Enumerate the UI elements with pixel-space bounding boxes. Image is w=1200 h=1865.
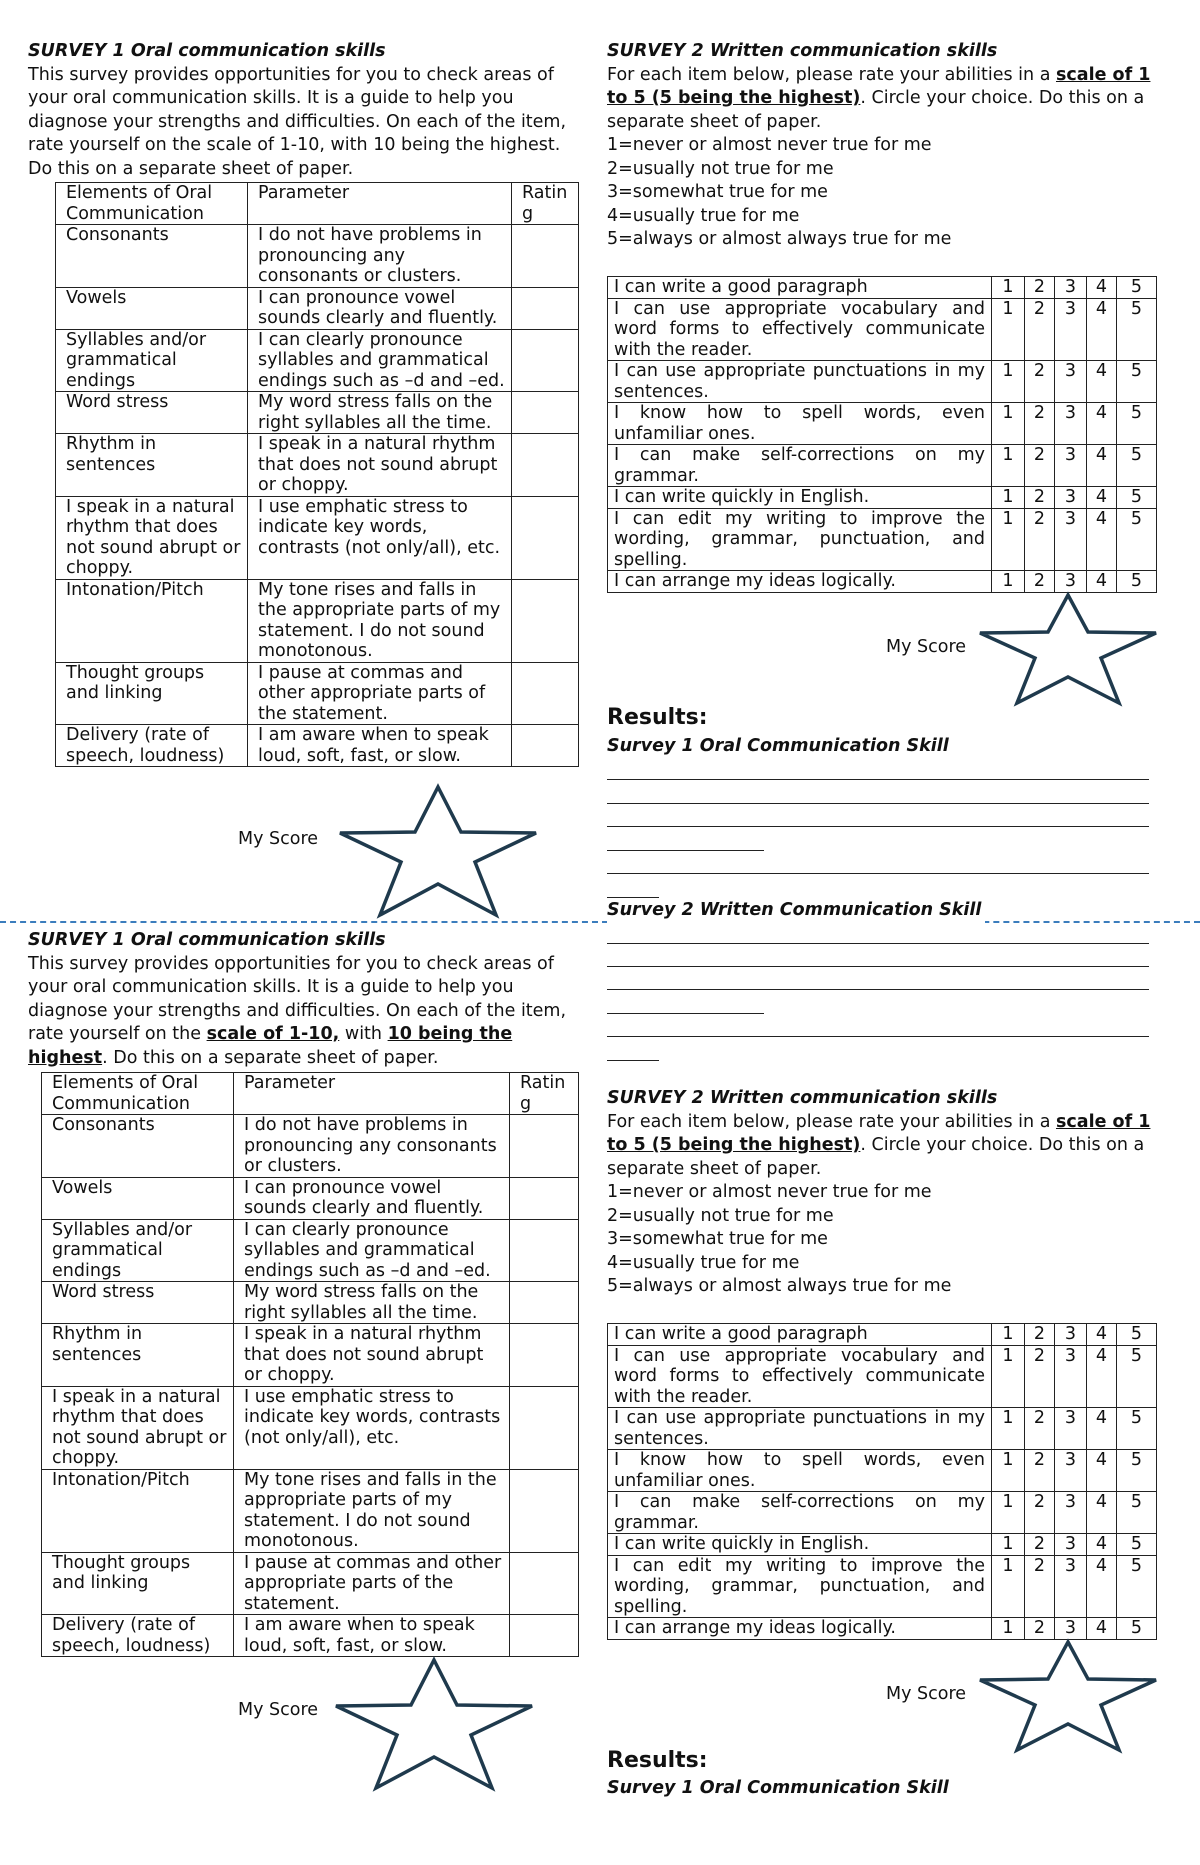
answer-line: [607, 943, 1149, 944]
legend-3: 3=somewhat true for me: [607, 1229, 828, 1249]
scale-4: 4: [1087, 508, 1117, 571]
answer-line: [607, 850, 764, 851]
scale-4: 4: [1087, 298, 1117, 361]
rating-cell: [510, 1615, 579, 1657]
scale-5: 5: [1117, 1555, 1157, 1618]
score-star-icon: [976, 591, 1160, 707]
written-my-score-label: My Score: [886, 637, 967, 657]
score-star-icon: [332, 1656, 536, 1792]
legend-4: 4=usually true for me: [607, 1252, 800, 1273]
table-row: [42, 1386, 579, 1469]
scale-3: 3: [1055, 1555, 1087, 1618]
item-cell: I can edit my writing to improve the wording, grammar, punctuation, and spelling.: [608, 1555, 992, 1618]
table-row: [608, 508, 1157, 571]
written-survey-b: [607, 1087, 1155, 1299]
table-row: [42, 1469, 579, 1552]
scale-2: 2: [1025, 1618, 1055, 1640]
scale-4: 4: [1087, 1492, 1117, 1534]
table-row: [608, 1555, 1157, 1618]
scale-3: 3: [1055, 445, 1087, 487]
answer-line: [607, 826, 1149, 827]
header-rating: Rating: [510, 1073, 579, 1115]
written-my-score-label: My Score: [886, 1684, 967, 1704]
results-survey1-label: Survey 1 Oral Communication Skill: [607, 736, 949, 756]
oral-my-score-label: My Score: [238, 1700, 319, 1720]
rating-cell: [512, 662, 579, 725]
legend-1: 1=never or almost never true for me: [607, 1182, 932, 1202]
item-cell: I know how to spell words, even unfamiliar ones.: [608, 1450, 992, 1492]
rating-cell: [510, 1552, 579, 1615]
legend-5: 5=always or almost always true for me: [607, 229, 952, 249]
scale-3: 3: [1055, 1345, 1087, 1408]
scale-2: 2: [1025, 1450, 1055, 1492]
scale-5: 5: [1117, 403, 1157, 445]
scale-3: 3: [1055, 1450, 1087, 1492]
scale-2: 2: [1025, 1492, 1055, 1534]
scale-4: 4: [1087, 1618, 1117, 1640]
table-row: [42, 1615, 579, 1657]
parameter-cell: I can pronounce vowel sounds clearly and fluently.: [234, 1177, 510, 1219]
table-row: [56, 496, 579, 579]
answer-line: [607, 1013, 764, 1014]
oral-table-b: [41, 1072, 579, 1657]
scale-5: 5: [1117, 1618, 1157, 1640]
scale-4: 4: [1087, 1450, 1117, 1492]
item-cell: I can use appropriate punctuations in my sentences.: [608, 1408, 992, 1450]
parameter-cell: I am aware when to speak loud, soft, fast, or slow.: [234, 1615, 510, 1657]
scale-2: 2: [1025, 1345, 1055, 1408]
element-cell: Thought groups and linking: [42, 1552, 234, 1615]
answer-line: [607, 803, 1149, 804]
table-row: [608, 1324, 1157, 1346]
table-row: [56, 662, 579, 725]
table-row: [608, 487, 1157, 509]
scale-1: 1: [992, 1618, 1025, 1640]
table-row: [608, 1450, 1157, 1492]
scale-4: 4: [1087, 445, 1117, 487]
scale-2: 2: [1025, 1408, 1055, 1450]
rating-cell: [510, 1115, 579, 1178]
parameter-cell: I pause at commas and other appropriate parts of the statement.: [248, 662, 512, 725]
table-row: [608, 403, 1157, 445]
rating-cell: [510, 1282, 579, 1324]
scale-3: 3: [1055, 277, 1087, 299]
answer-line: [607, 989, 1149, 990]
scale-3: 3: [1055, 403, 1087, 445]
scale-2: 2: [1025, 277, 1055, 299]
item-cell: I know how to spell words, even unfamiliar ones.: [608, 403, 992, 445]
item-cell: I can write a good paragraph: [608, 277, 992, 299]
rating-cell: [512, 225, 579, 288]
scale-1: 1: [992, 445, 1025, 487]
scale-4: 4: [1087, 277, 1117, 299]
table-row: [608, 1408, 1157, 1450]
parameter-cell: My tone rises and falls in the appropriate parts of my statement. I do not sound monotonous.: [248, 579, 512, 662]
table-row: [42, 1177, 579, 1219]
table-row: [608, 445, 1157, 487]
item-cell: I can arrange my ideas logically.: [608, 571, 992, 593]
rating-cell: [512, 496, 579, 579]
rating-cell: [512, 329, 579, 392]
written-survey-intro: For each item below, please rate your abilities in a scale of 1 to 5 (5 being the highest). Circle your choice. Do this on a separate sheet of paper.: [607, 64, 1151, 132]
results-survey1-label: Survey 1 Oral Communication Skill: [607, 1778, 949, 1798]
scale-1: 1: [992, 508, 1025, 571]
rating-cell: [510, 1219, 579, 1282]
item-cell: I can write a good paragraph: [608, 1324, 992, 1346]
element-cell: Delivery (rate of speech, loudness): [42, 1615, 234, 1657]
scale-2: 2: [1025, 487, 1055, 509]
table-row: [56, 725, 579, 767]
legend-1: 1=never or almost never true for me: [607, 135, 932, 155]
scale-2: 2: [1025, 1534, 1055, 1556]
scale-1: 1: [992, 298, 1025, 361]
scale-5: 5: [1117, 1450, 1157, 1492]
element-cell: Syllables and/or grammatical endings: [42, 1219, 234, 1282]
header-parameter: Parameter: [248, 183, 512, 225]
scale-2: 2: [1025, 445, 1055, 487]
scale-4: 4: [1087, 361, 1117, 403]
scale-1: 1: [992, 403, 1025, 445]
legend-3: 3=somewhat true for me: [607, 182, 828, 202]
oral-survey-b: [28, 929, 580, 1070]
scale-5: 5: [1117, 445, 1157, 487]
item-cell: I can use appropriate vocabulary and word forms to effectively communicate with the reader.: [608, 1345, 992, 1408]
scale-1: 1: [992, 1534, 1025, 1556]
table-row: [56, 579, 579, 662]
table-row: [56, 434, 579, 497]
parameter-cell: I use emphatic stress to indicate key words, contrasts (not only/all), etc.: [248, 496, 512, 579]
scale-1: 1: [992, 277, 1025, 299]
table-row: [56, 329, 579, 392]
rating-cell: [510, 1324, 579, 1387]
scale-2: 2: [1025, 1324, 1055, 1346]
element-cell: Rhythm in sentences: [42, 1324, 234, 1387]
scale-4: 4: [1087, 403, 1117, 445]
item-cell: I can make self-corrections on my grammar.: [608, 445, 992, 487]
parameter-cell: My word stress falls on the right syllables all the time.: [234, 1282, 510, 1324]
table-row: [608, 277, 1157, 299]
element-cell: Rhythm in sentences: [56, 434, 248, 497]
scale-4: 4: [1087, 1534, 1117, 1556]
table-row: [42, 1282, 579, 1324]
cut-line: [0, 921, 1200, 923]
element-cell: I speak in a natural rhythm that does not sound abrupt or choppy.: [56, 496, 248, 579]
item-cell: I can write quickly in English.: [608, 487, 992, 509]
results-heading: Results:: [607, 705, 708, 730]
scale-3: 3: [1055, 1618, 1087, 1640]
header-elements: Elements of Oral Communication: [56, 183, 248, 225]
rating-cell: [512, 725, 579, 767]
scale-3: 3: [1055, 508, 1087, 571]
rating-cell: [512, 579, 579, 662]
parameter-cell: My word stress falls on the right syllables all the time.: [248, 392, 512, 434]
legend-5: 5=always or almost always true for me: [607, 1276, 952, 1296]
item-cell: I can write quickly in English.: [608, 1534, 992, 1556]
scale-1: 1: [992, 1324, 1025, 1346]
table-row: [608, 571, 1157, 593]
scale-4: 4: [1087, 1555, 1117, 1618]
element-cell: Intonation/Pitch: [56, 579, 248, 662]
table-row: [42, 1324, 579, 1387]
item-cell: I can arrange my ideas logically.: [608, 1618, 992, 1640]
element-cell: Word stress: [42, 1282, 234, 1324]
table-row: [608, 1534, 1157, 1556]
element-cell: Delivery (rate of speech, loudness): [56, 725, 248, 767]
element-cell: Thought groups and linking: [56, 662, 248, 725]
table-row: [42, 1552, 579, 1615]
table-row: [608, 1618, 1157, 1640]
scale-2: 2: [1025, 361, 1055, 403]
parameter-cell: I use emphatic stress to indicate key words, contrasts (not only/all), etc.: [234, 1386, 510, 1469]
written-survey-a: [607, 40, 1155, 252]
scale-3: 3: [1055, 1534, 1087, 1556]
item-cell: I can edit my writing to improve the wording, grammar, punctuation, and spelling.: [608, 508, 992, 571]
scale-1: 1: [992, 1555, 1025, 1618]
results-heading: Results:: [607, 1748, 708, 1773]
parameter-cell: My tone rises and falls in the appropriate parts of my statement. I do not sound monotonous.: [234, 1469, 510, 1552]
scale-1: 1: [992, 571, 1025, 593]
scale-5: 5: [1117, 298, 1157, 361]
table-row: [56, 392, 579, 434]
scale-4: 4: [1087, 1345, 1117, 1408]
oral-survey-intro: This survey provides opportunities for you to check areas of your oral communication skills. It is a guide to help you diagnose your strengths and difficulties. On each of the item, rate yourself on the scale of 1-10, with 10 being the highest. Do this on a separate sheet of paper.: [28, 64, 567, 179]
scale-3: 3: [1055, 571, 1087, 593]
scale-4: 4: [1087, 1324, 1117, 1346]
table-row: [608, 1492, 1157, 1534]
scale-3: 3: [1055, 298, 1087, 361]
oral-my-score-label: My Score: [238, 829, 319, 849]
scale-3: 3: [1055, 487, 1087, 509]
answer-line: [607, 897, 659, 898]
legend-2: 2=usually not true for me: [607, 158, 834, 179]
element-cell: Vowels: [42, 1177, 234, 1219]
element-cell: Consonants: [56, 225, 248, 288]
item-cell: I can make self-corrections on my grammar.: [608, 1492, 992, 1534]
scale-4: 4: [1087, 487, 1117, 509]
scale-5: 5: [1117, 508, 1157, 571]
scale-1: 1: [992, 361, 1025, 403]
scale-3: 3: [1055, 1324, 1087, 1346]
written-survey-intro: For each item below, please rate your abilities in a scale of 1 to 5 (5 being the highest). Circle your choice. Do this on a separate sheet of paper.: [607, 1111, 1151, 1179]
legend-2: 2=usually not true for me: [607, 1205, 834, 1226]
parameter-cell: I am aware when to speak loud, soft, fast, or slow.: [248, 725, 512, 767]
rating-cell: [510, 1469, 579, 1552]
answer-line: [607, 1036, 1149, 1037]
score-star-icon: [976, 1638, 1160, 1754]
table-row: [608, 298, 1157, 361]
scale-4: 4: [1087, 1408, 1117, 1450]
element-cell: Vowels: [56, 287, 248, 329]
parameter-cell: I can clearly pronounce syllables and grammatical endings such as –d and –ed.: [248, 329, 512, 392]
answer-line: [607, 873, 1149, 874]
table-row: [42, 1115, 579, 1178]
oral-survey-title: SURVEY 1 Oral communication skills: [28, 41, 386, 61]
rating-cell: [510, 1386, 579, 1469]
oral-table-a: [55, 182, 579, 767]
written-survey-title: SURVEY 2 Written communication skills: [607, 1088, 998, 1108]
answer-line: [607, 779, 1149, 780]
header-parameter: Parameter: [234, 1073, 510, 1115]
element-cell: Word stress: [56, 392, 248, 434]
scale-1: 1: [992, 1492, 1025, 1534]
scale-1: 1: [992, 1408, 1025, 1450]
scale-5: 5: [1117, 571, 1157, 593]
written-survey-title: SURVEY 2 Written communication skills: [607, 41, 998, 61]
table-header-row: [56, 183, 579, 225]
rating-cell: [512, 392, 579, 434]
item-cell: I can use appropriate vocabulary and word forms to effectively communicate with the reader.: [608, 298, 992, 361]
scale-1: 1: [992, 487, 1025, 509]
parameter-cell: I speak in a natural rhythm that does not sound abrupt or choppy.: [248, 434, 512, 497]
element-cell: I speak in a natural rhythm that does not sound abrupt or choppy.: [42, 1386, 234, 1469]
score-star-icon: [336, 783, 540, 919]
answer-line: [607, 1060, 659, 1061]
element-cell: Consonants: [42, 1115, 234, 1178]
parameter-cell: I can pronounce vowel sounds clearly and fluently.: [248, 287, 512, 329]
element-cell: Intonation/Pitch: [42, 1469, 234, 1552]
table-row: [56, 225, 579, 288]
scale-1: 1: [992, 1450, 1025, 1492]
item-cell: I can use appropriate punctuations in my sentences.: [608, 361, 992, 403]
element-cell: Syllables and/or grammatical endings: [56, 329, 248, 392]
scale-5: 5: [1117, 1534, 1157, 1556]
table-row: [56, 287, 579, 329]
oral-survey-title: SURVEY 1 Oral communication skills: [28, 930, 386, 950]
written-table-a: [607, 276, 1157, 593]
table-row: [608, 361, 1157, 403]
scale-5: 5: [1117, 1408, 1157, 1450]
scale-5: 5: [1117, 1492, 1157, 1534]
scale-2: 2: [1025, 571, 1055, 593]
parameter-cell: I do not have problems in pronouncing any consonants or clusters.: [234, 1115, 510, 1178]
scale-2: 2: [1025, 298, 1055, 361]
parameter-cell: I speak in a natural rhythm that does not sound abrupt or choppy.: [234, 1324, 510, 1387]
scale-5: 5: [1117, 277, 1157, 299]
scale-1: 1: [992, 1345, 1025, 1408]
scale-5: 5: [1117, 361, 1157, 403]
answer-line: [607, 966, 1149, 967]
legend-4: 4=usually true for me: [607, 205, 800, 226]
scale-5: 5: [1117, 1324, 1157, 1346]
header-rating: Rating: [512, 183, 579, 225]
parameter-cell: I do not have problems in pronouncing any consonants or clusters.: [248, 225, 512, 288]
scale-2: 2: [1025, 403, 1055, 445]
scale-3: 3: [1055, 1492, 1087, 1534]
scale-5: 5: [1117, 1345, 1157, 1408]
scale-2: 2: [1025, 508, 1055, 571]
table-row: [608, 1345, 1157, 1408]
scale-4: 4: [1087, 571, 1117, 593]
table-header-row: [42, 1073, 579, 1115]
scale-5: 5: [1117, 487, 1157, 509]
rating-cell: [510, 1177, 579, 1219]
oral-survey-a: [28, 40, 580, 181]
parameter-cell: I pause at commas and other appropriate parts of the statement.: [234, 1552, 510, 1615]
scale-3: 3: [1055, 361, 1087, 403]
oral-survey-intro: This survey provides opportunities for you to check areas of your oral communication skills. It is a guide to help you diagnose your strengths and difficulties. On each of the item, rate yourself on the scale of 1-10, with 10 being the highest. Do this on a separate sheet of paper.: [28, 953, 567, 1068]
header-elements: Elements of Oral Communication: [42, 1073, 234, 1115]
table-row: [42, 1219, 579, 1282]
scale-2: 2: [1025, 1555, 1055, 1618]
rating-cell: [512, 434, 579, 497]
written-table-b: [607, 1323, 1157, 1640]
rating-cell: [512, 287, 579, 329]
parameter-cell: I can clearly pronounce syllables and grammatical endings such as –d and –ed.: [234, 1219, 510, 1282]
scale-3: 3: [1055, 1408, 1087, 1450]
results-survey2-label: Survey 2 Written Communication Skill: [607, 899, 985, 923]
